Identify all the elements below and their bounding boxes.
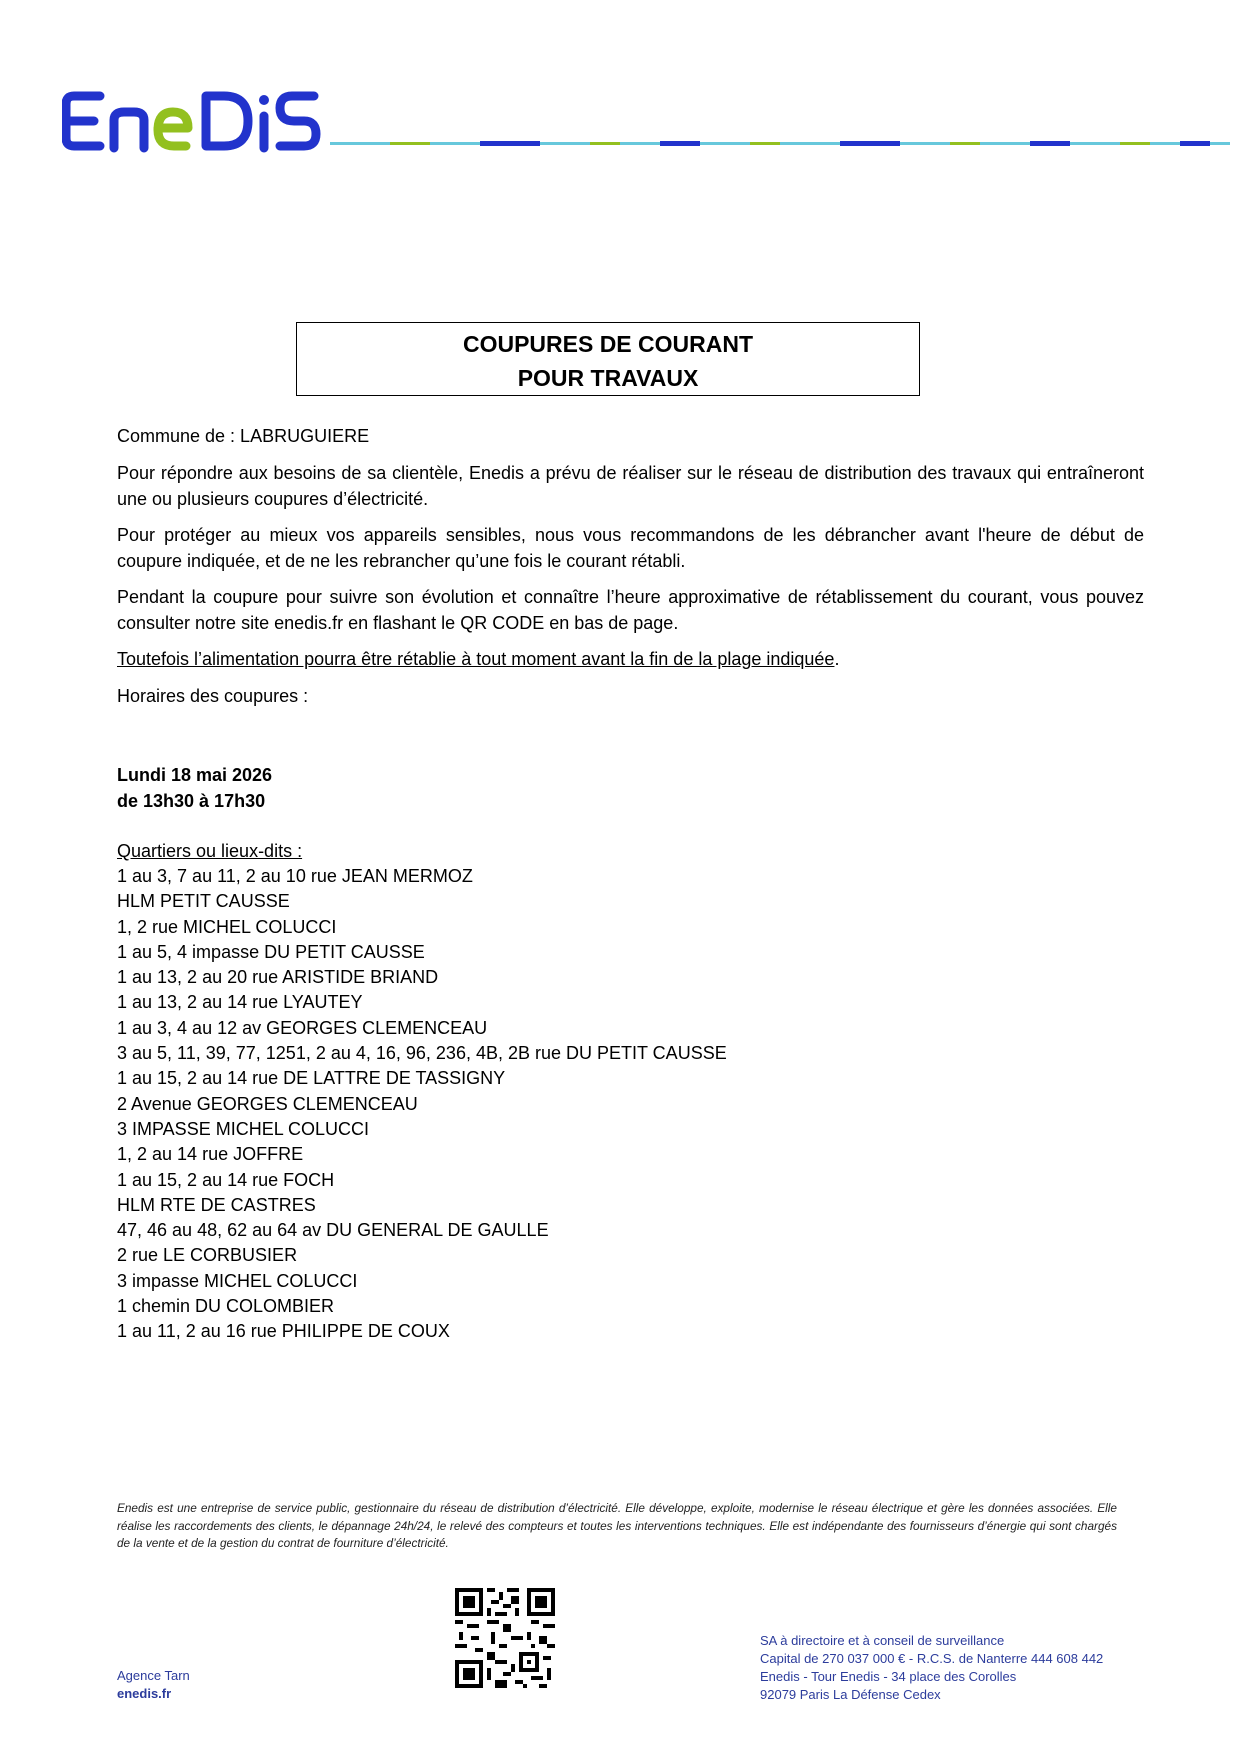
company-line: 92079 Paris La Défense Cedex xyxy=(760,1687,941,1702)
company-info xyxy=(760,1632,1103,1704)
list-item: HLM PETIT CAUSSE xyxy=(117,891,290,912)
title-line-1: COUPURES DE COURANT xyxy=(462,331,754,357)
list-item: 47, 46 au 48, 62 au 64 av DU GENERAL DE GAULLE xyxy=(117,1220,549,1241)
list-item: 2 Avenue GEORGES CLEMENCEAU xyxy=(117,1093,418,1114)
intro-paragraph-1: Pour répondre aux besoins de sa clientèle, Enedis a prévu de réaliser sur le réseau de distribution des travaux qui entraîneront une ou plusieurs coupures d’électricité. xyxy=(117,463,1144,509)
document-title xyxy=(296,322,920,396)
list-item: 1 au 5, 4 impasse DU PETIT CAUSSE xyxy=(117,941,425,962)
schedule-label: Horaires des coupures : xyxy=(117,686,309,706)
enedis-logo xyxy=(62,88,322,154)
list-item: 3 impasse MICHEL COLUCCI xyxy=(117,1270,358,1291)
restoration-notice: Toutefois l’alimentation pourra être rétablie à tout moment avant la fin de la plage indiquée. xyxy=(117,649,840,669)
outage-date: Lundi 18 mai 2026 xyxy=(117,765,273,785)
commune-line: Commune de : LABRUGUIERE xyxy=(117,426,370,446)
list-item: 1 au 13, 2 au 20 rue ARISTIDE BRIAND xyxy=(117,967,439,988)
agency-block xyxy=(117,1667,190,1703)
outage-time: de 13h30 à 17h30 xyxy=(117,791,266,811)
agency-name: Agence Tarn xyxy=(117,1668,190,1683)
website-link[interactable]: enedis.fr xyxy=(117,1686,172,1701)
restoration-notice-text: Toutefois l’alimentation pourra être rétablie à tout moment avant la fin de la plage indiquée xyxy=(117,649,835,669)
list-item: 3 IMPASSE MICHEL COLUCCI xyxy=(117,1118,370,1139)
list-item: 1 au 3, 7 au 11, 2 au 10 rue JEAN MERMOZ xyxy=(117,866,473,886)
list-item: 1, 2 au 14 rue JOFFRE xyxy=(117,1144,304,1165)
list-item: 1 au 15, 2 au 14 rue FOCH xyxy=(117,1169,335,1190)
areas-label: Quartiers ou lieux-dits : xyxy=(117,841,303,861)
company-line: SA à directoire et à conseil de surveillance xyxy=(760,1633,1005,1648)
list-item: 1 au 15, 2 au 14 rue DE LATTRE DE TASSIGNY xyxy=(117,1068,506,1089)
intro-paragraph-2: Pour protéger au mieux vos appareils sensibles, nous vous recommandons de les débrancher avant l'heure de début de coupure indiquée, et de ne les rebrancher qu’une fois le courant rétabli. xyxy=(117,525,1144,571)
legal-notice: Enedis est une entreprise de service public, gestionnaire du réseau de distribution d’électricité. Elle développe, exploite, modernise le réseau électrique et gère les données associées. Elle réalise les raccordements des clients, le dépannage 24h/24, le relevé des compteurs et toutes les interventions techniques. Elle est indépendante des fournisseurs d’énergie qui sont chargés de la vente et de la gestion du contrat de fourniture d’électricité. xyxy=(117,1501,1117,1550)
list-item: 2 rue LE CORBUSIER xyxy=(117,1245,298,1266)
company-line: Capital de 270 037 000 € - R.C.S. de Nanterre 444 608 442 xyxy=(760,1651,1104,1666)
intro-paragraph-3: Pendant la coupure pour suivre son évolution et connaître l’heure approximative de rétablissement du courant, vous pouvez consulter notre site enedis.fr en flashant le QR CODE en bas de page. xyxy=(117,587,1144,633)
list-item: 1, 2 rue MICHEL COLUCCI xyxy=(117,916,337,937)
qr-code[interactable] xyxy=(455,1588,555,1688)
company-line: Enedis - Tour Enedis - 34 place des Corolles xyxy=(760,1669,1017,1684)
title-line-2: POUR TRAVAUX xyxy=(517,365,699,391)
list-item: HLM RTE DE CASTRES xyxy=(117,1194,316,1215)
list-item: 3 au 5, 11, 39, 77, 1251, 2 au 4, 16, 96, 236, 4B, 2B rue DU PETIT CAUSSE xyxy=(117,1043,727,1064)
list-item: 1 au 3, 4 au 12 av GEORGES CLEMENCEAU xyxy=(117,1017,488,1038)
streets-list xyxy=(117,864,727,1345)
list-item: 1 chemin DU COLOMBIER xyxy=(117,1296,335,1317)
list-item: 1 au 13, 2 au 14 rue LYAUTEY xyxy=(117,992,363,1013)
brand-stripe xyxy=(330,141,1230,147)
list-item: 1 au 11, 2 au 16 rue PHILIPPE DE COUX xyxy=(117,1321,450,1342)
